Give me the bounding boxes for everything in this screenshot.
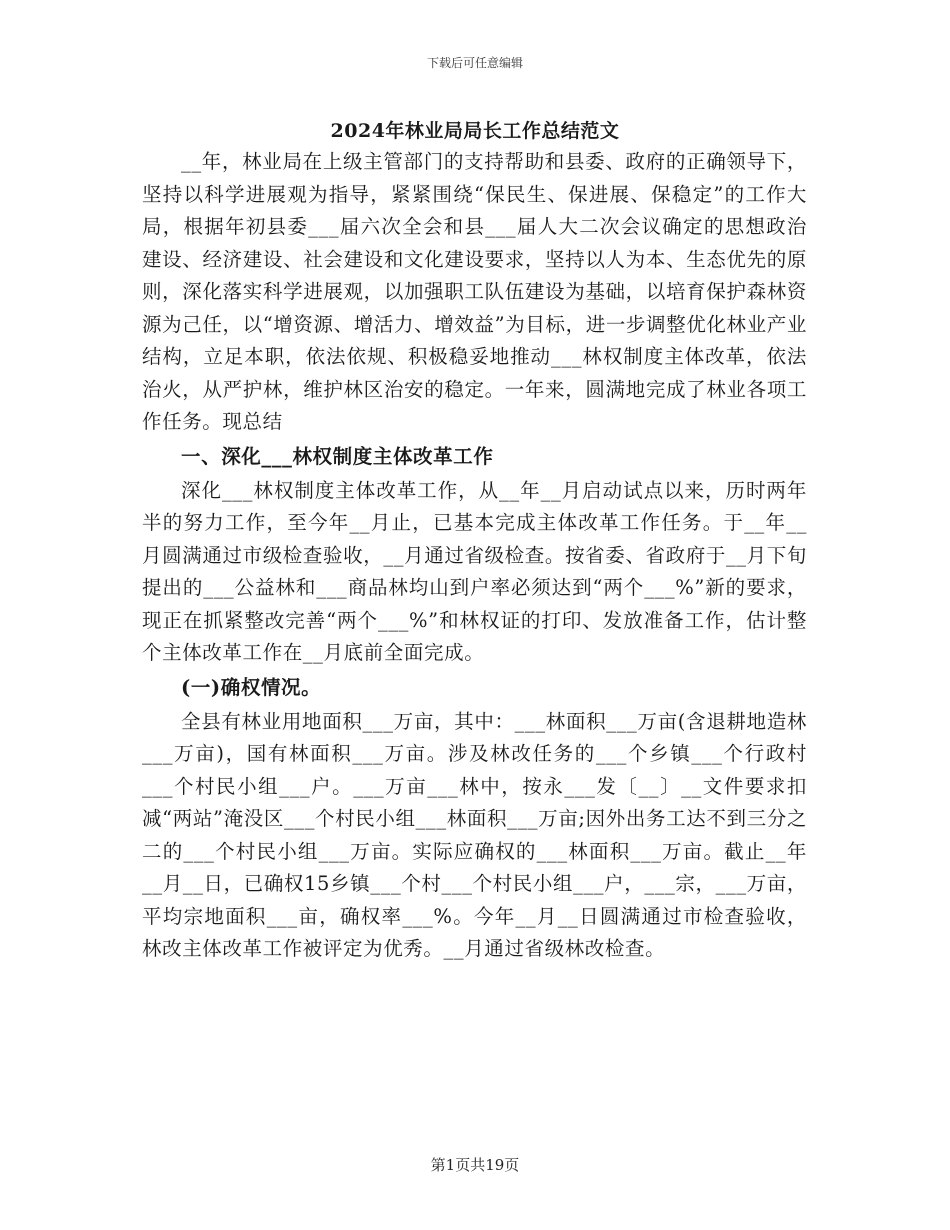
subsection-heading: (一)确权情况。 (181, 675, 322, 699)
page-number: 第1页共19页 (430, 1156, 520, 1174)
section-heading: 一、深化___林权制度主体改革工作 (181, 444, 494, 468)
document-title: 2024年林业局局长工作总结范文 (330, 120, 620, 142)
section-paragraph: 深化___林权制度主体改革工作，从__年__月启动试点以来，历时两年半的努力工作，至今年__月止，已基本完成主体改革工作任务。于__年__月圆满通过市级检查验收，__月通过省级检查。按省委、省政府于__月下旬提出的___公益林和___商品林均山到户率必须达到“两个___%”新的要求，现正在抓紧整改完善“两个___%”和林权证的打印、发放准备工作，估计整个主体改革工作在__月底前全面完成。 (142, 478, 808, 664)
subsection-paragraph: 全县有林业用地面积___万亩，其中：___林面积___万亩(含退耕地造林___万亩)，国有林面积___万亩。涉及林改任务的___个乡镇___个行政村___个村民小组___户。___万亩___林中，按永___发〔__〕__文件要求扣减“两站”淹没区___个村民小组___林面积___万亩;因外出务工达不到三分之二的___个村民小组___万亩。实际应确权的___林面积___万亩。截止__年__月__日，已确权15乡镇___个村___个村民小组___户，___宗，___万亩，平均宗地面积___亩，确权率___%。今年__月__日圆满通过市检查验收，林改主体改革工作被评定为优秀。__月通过省级林改检查。 (142, 709, 807, 960)
header-note: 下载后可任意编辑 (426, 56, 523, 70)
intro-paragraph: __年，林业局在上级主管部门的支持帮助和县委、政府的正确领导下，坚持以科学进展观为指导，紧紧围绕“保民生、保进展、保稳定”的工作大局，根据年初县委___届六次全会和县___届人大二次会议确定的思想政治建设、经济建设、社会建设和文化建设要求，坚持以人为本、生态优先的原则，深化落实科学进展观，以加强职工队伍建设为基础，以培育保护森林资源为己任，以“增资源、增活力、增效益”为目标，进一步调整优化林业产业结构，立足本职，依法依规、积极稳妥地推动___林权制度主体改革，依法治火，从严护林，维护林区治安的稳定。一年来，圆满地完成了林业各项工作任务。现总结 (142, 150, 807, 433)
document-body (142, 146, 807, 966)
